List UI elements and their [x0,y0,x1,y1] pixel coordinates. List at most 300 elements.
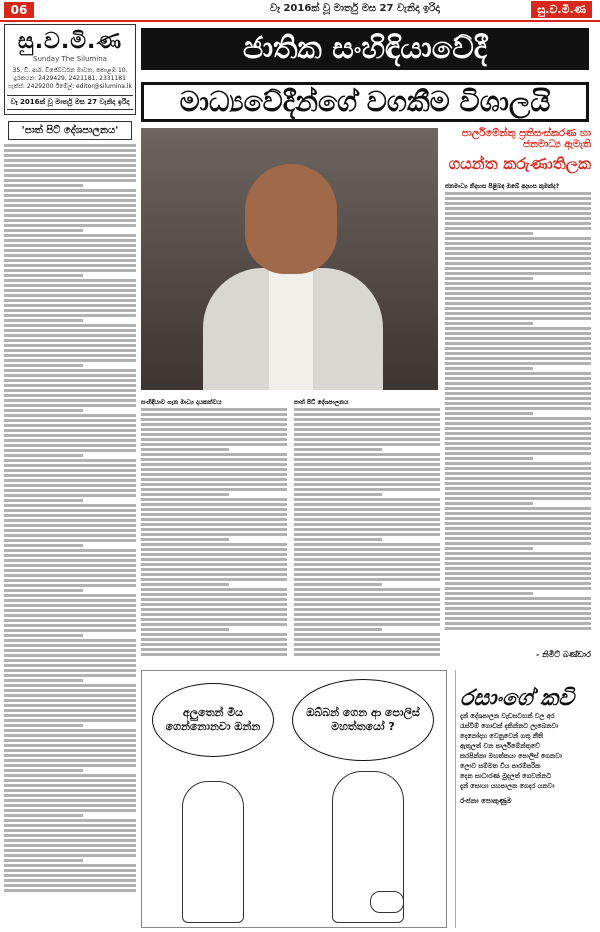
text-line [445,492,591,495]
text-line [4,694,136,697]
text-line [4,519,136,522]
text-line [445,382,591,385]
text-line [4,279,136,282]
text-line [445,437,591,440]
text-line [4,889,136,892]
text-line [294,493,382,496]
text-line [141,653,287,656]
text-line [4,734,136,737]
text-line [445,222,591,225]
text-line [445,617,591,620]
text-line [4,324,136,327]
text-line [445,212,591,215]
text-line [294,453,440,456]
text-line [4,729,136,732]
text-line [445,432,591,435]
poem-heading: රසාංගේ කවි [460,686,574,711]
text-line [4,344,136,347]
text-line [4,624,136,627]
text-line [4,829,136,832]
poem-line: ඇතුලත් වන පාර්ලිමේන්තුවේ [460,742,540,750]
article-signature: - නිමිට් බණ්ඩාර [536,650,591,659]
poem-line: දැන් සොයා යහපාලන ගෙදර යනවා [460,782,555,790]
text-line [294,428,440,431]
text-line [4,219,136,222]
text-line [4,464,136,467]
text-line [445,587,591,590]
text-line [141,613,287,616]
text-line [445,292,591,295]
text-line [4,529,136,532]
text-line [4,399,136,402]
text-line [4,154,136,157]
text-line [4,394,136,397]
text-line [445,422,591,425]
text-line [294,468,440,471]
text-line [294,568,440,571]
text-line [294,408,440,411]
text-line [4,774,136,777]
text-line [4,819,136,822]
text-line [445,242,591,245]
text-line [4,674,136,677]
text-line [294,448,382,451]
text-line [294,653,440,656]
text-line [141,468,287,471]
text-line [4,149,136,152]
text-line [4,144,136,147]
text-line [294,613,440,616]
text-line [294,618,440,621]
text-line [445,502,533,505]
text-line [4,614,136,617]
text-line [141,538,229,541]
cartoon-figure-left [182,781,244,923]
text-line [445,447,591,450]
text-line [4,174,136,177]
text-line [4,449,136,452]
text-line [294,633,440,636]
text-line [4,414,136,417]
text-line [445,227,591,230]
text-line [4,699,136,702]
text-line [4,574,136,577]
text-line [4,604,136,607]
text-line [4,409,83,412]
text-line [445,467,591,470]
text-line [141,548,287,551]
text-line [4,484,136,487]
text-line [141,523,287,526]
text-line [4,419,136,422]
text-line [141,603,287,606]
text-line [4,704,136,707]
text-line [4,374,136,377]
text-line [445,487,591,490]
text-line [4,424,136,427]
text-line [445,392,591,395]
text-line [294,648,440,651]
text-line [294,578,440,581]
text-line [141,628,229,631]
text-line [4,859,83,862]
text-line [445,407,591,410]
editorial-text [4,144,136,892]
speech-bubble-2: ඔබ්බන් ගෙන ආ පොලිස් මහත්තයෝ ? [292,679,434,761]
text-line [4,239,136,242]
minister-photo [141,128,438,390]
text-line [4,654,136,657]
text-line [445,197,591,200]
text-line [294,558,440,561]
text-line [4,329,136,332]
text-line [4,754,136,757]
text-line [4,719,136,722]
text-line [4,784,136,787]
text-line [4,444,136,447]
text-line [445,362,591,365]
text-line [4,459,136,462]
text-line [4,544,83,547]
text-line [445,577,591,580]
text-line [445,572,591,575]
text-line [445,592,533,595]
text-line [294,478,440,481]
text-line [4,504,136,507]
text-line [141,453,287,456]
text-line [4,509,136,512]
text-line [445,547,533,550]
text-line [4,814,83,817]
text-line [294,458,440,461]
text-line [445,267,591,270]
text-line [294,523,440,526]
text-line [4,629,136,632]
text-line [4,869,136,872]
text-line [445,537,591,540]
text-line [294,598,440,601]
text-line [294,483,440,486]
speech-bubble-1: අලුතෙන් මීය ගෙන්නොනවා ඔන්න [152,683,274,757]
poem-line: දැන් දේශපාලන වැඩසටහන් වල අර [460,712,555,720]
text-line [445,612,591,615]
text-line [4,594,136,597]
text-line [141,448,229,451]
text-line [4,269,136,272]
text-line [4,864,136,867]
text-line [4,609,136,612]
text-line [4,434,136,437]
text-line [445,557,591,560]
text-line [4,224,136,227]
text-line [4,804,136,807]
text-line [294,513,440,516]
text-line [141,463,287,466]
text-line [4,259,136,262]
masthead-logo: සු.ව.මි.ණ [17,29,123,54]
text-line [4,289,136,292]
text-line [4,639,136,642]
article-column-2 [294,396,440,664]
text-line [445,412,533,415]
text-line [4,349,136,352]
text-line [445,342,591,345]
text-line [4,454,83,457]
text-line [294,628,382,631]
text-line [141,458,287,461]
text-line [4,234,136,237]
text-line [4,559,136,562]
text-line [445,322,533,325]
text-line [141,598,287,601]
text-line [141,558,287,561]
text-line [141,433,287,436]
text-line [141,623,287,626]
text-line [4,169,136,172]
editorial-heading: 'පාත් පිට් දේශපාලනය' [8,121,132,140]
text-line [445,442,591,445]
text-line [4,309,136,312]
text-line [445,607,591,610]
text-line [141,633,287,636]
text-line [445,552,591,555]
text-line [141,638,287,641]
text-line [294,423,440,426]
text-line [4,854,136,857]
text-line [4,599,136,602]
article-column-right [445,180,591,645]
text-line [4,244,136,247]
text-line [4,739,136,742]
text-line [445,257,591,260]
text-line [4,569,136,572]
text-line [445,207,591,210]
text-line [4,304,136,307]
text-line [4,549,136,552]
text-line [4,714,136,717]
text-line [4,164,136,167]
text-line [445,567,591,570]
headline-line-1: ජාතික සංහිඳියාවේදී [141,28,589,70]
text-line [4,379,136,382]
text-line [445,312,591,315]
top-bar [0,0,600,22]
question-1: ජනමාධ්‍ය නිදහස පිළිබඳ ඔබේ අදහස කුමක්ද? [445,183,560,190]
text-line [141,553,287,556]
text-line [445,602,591,605]
question-2: සංහිඳියාව ගැන මාධ්‍ය දායකත්වය [141,399,222,406]
text-line [445,302,591,305]
text-line [4,584,136,587]
poem-author: රංජනා පොකුණුම [460,797,512,805]
text-line [141,423,287,426]
text-line [141,443,287,446]
text-line [4,844,136,847]
byline-role: පාර්ලිමේන්තු ප්‍රතිසංස්කරණ හා ජනමාධ්‍ය ඇමැති [461,128,591,150]
text-line [294,553,440,556]
text-line [294,418,440,421]
text-line [445,542,591,545]
text-line [4,319,83,322]
text-line [141,528,287,531]
text-line [4,314,136,317]
text-line [141,588,287,591]
text-line [4,724,83,727]
text-line [445,352,591,355]
article-column-1 [141,396,287,664]
text-line [141,563,287,566]
byline-name: ගයන්ත කරුණාතිලක [448,154,591,173]
text-line [445,277,533,280]
text-line [294,583,382,586]
text-line [294,533,440,536]
text-line [4,579,136,582]
text-line [4,779,136,782]
text-line [4,489,136,492]
text-line [294,608,440,611]
text-line [294,573,440,576]
text-line [4,799,136,802]
text-line [445,217,591,220]
text-line [4,474,136,477]
text-line [141,578,287,581]
text-line [445,522,591,525]
text-line [4,794,136,797]
cartoon-dog [370,891,404,913]
text-line [294,643,440,646]
text-line [445,367,533,370]
text-line [294,603,440,606]
text-line [445,582,591,585]
text-line [4,274,83,277]
text-line [4,334,136,337]
text-line [445,202,591,205]
text-line [4,439,136,442]
text-line [294,433,440,436]
text-line [4,469,136,472]
text-line [4,404,136,407]
brand-tag: සු.ව.මි.ණ [531,1,592,18]
text-line [4,179,136,182]
text-line [141,568,287,571]
text-line [445,192,591,195]
text-line [141,493,229,496]
text-line [4,554,136,557]
text-line [4,514,136,517]
text-line [4,354,136,357]
text-line [445,527,591,530]
text-line [445,297,591,300]
text-line [445,232,533,235]
text-line [294,518,440,521]
text-line [4,769,83,772]
text-line [141,618,287,621]
text-line [4,619,136,622]
text-line [4,214,136,217]
text-line [294,593,440,596]
text-line [445,497,591,500]
text-line [141,413,287,416]
text-line [4,709,136,712]
text-line [4,524,136,527]
text-line [4,209,136,212]
poem-line: කරපින්නා මහත්තයා පොලිස් ගෙනවා [460,752,563,760]
text-line [445,327,591,330]
text-line [141,483,287,486]
text-line [445,402,591,405]
masthead-date: වෑ 2016ක් වූ මාර්තු මස 27 වැනිදා ඉරිදා [7,95,133,110]
text-line [141,498,287,501]
text-line [445,477,591,480]
headline-line-2: මාධ්‍යවේදීන්ගේ වගකීම විශාලයි [141,82,589,122]
text-line [4,684,136,687]
text-line [141,593,287,596]
poem-line: දෙනෝදාහ වෙනුවෙන් ගතු නීති [460,732,544,740]
left-column [4,24,136,928]
text-line [4,749,136,752]
text-line [141,533,287,536]
text-line [4,659,136,662]
text-line [141,503,287,506]
text-line [4,299,136,302]
text-line [445,472,591,475]
text-line [141,488,287,491]
text-line [4,534,136,537]
text-line [4,369,136,372]
text-line [294,443,440,446]
text-line [294,498,440,501]
text-line [294,548,440,551]
text-line [4,679,83,682]
poem-line: රැස්වීම් ගොඩක් දකින්නට ලැබෙනවා [460,722,559,730]
cartoon [141,670,447,928]
text-line [141,543,287,546]
text-line [4,634,83,637]
text-line [294,528,440,531]
text-line [4,189,136,192]
text-line [4,159,136,162]
text-line [294,438,440,441]
text-line [445,287,591,290]
text-line [141,513,287,516]
text-line [4,184,83,187]
text-line [294,588,440,591]
text-line [4,839,136,842]
text-line [294,543,440,546]
text-line [141,438,287,441]
text-line [4,809,136,812]
text-line [445,417,591,420]
text-line [294,503,440,506]
text-line [445,622,591,625]
text-line [4,669,136,672]
text-line [4,539,136,542]
text-line [141,608,287,611]
text-line [294,508,440,511]
text-line [4,834,136,837]
text-line [4,254,136,257]
text-line [4,199,136,202]
text-line [445,332,591,335]
text-line [4,879,136,882]
text-line [294,623,440,626]
text-line [4,874,136,877]
text-line [4,649,136,652]
text-line [445,597,591,600]
text-line [4,294,136,297]
text-line [4,389,136,392]
text-line [445,262,591,265]
